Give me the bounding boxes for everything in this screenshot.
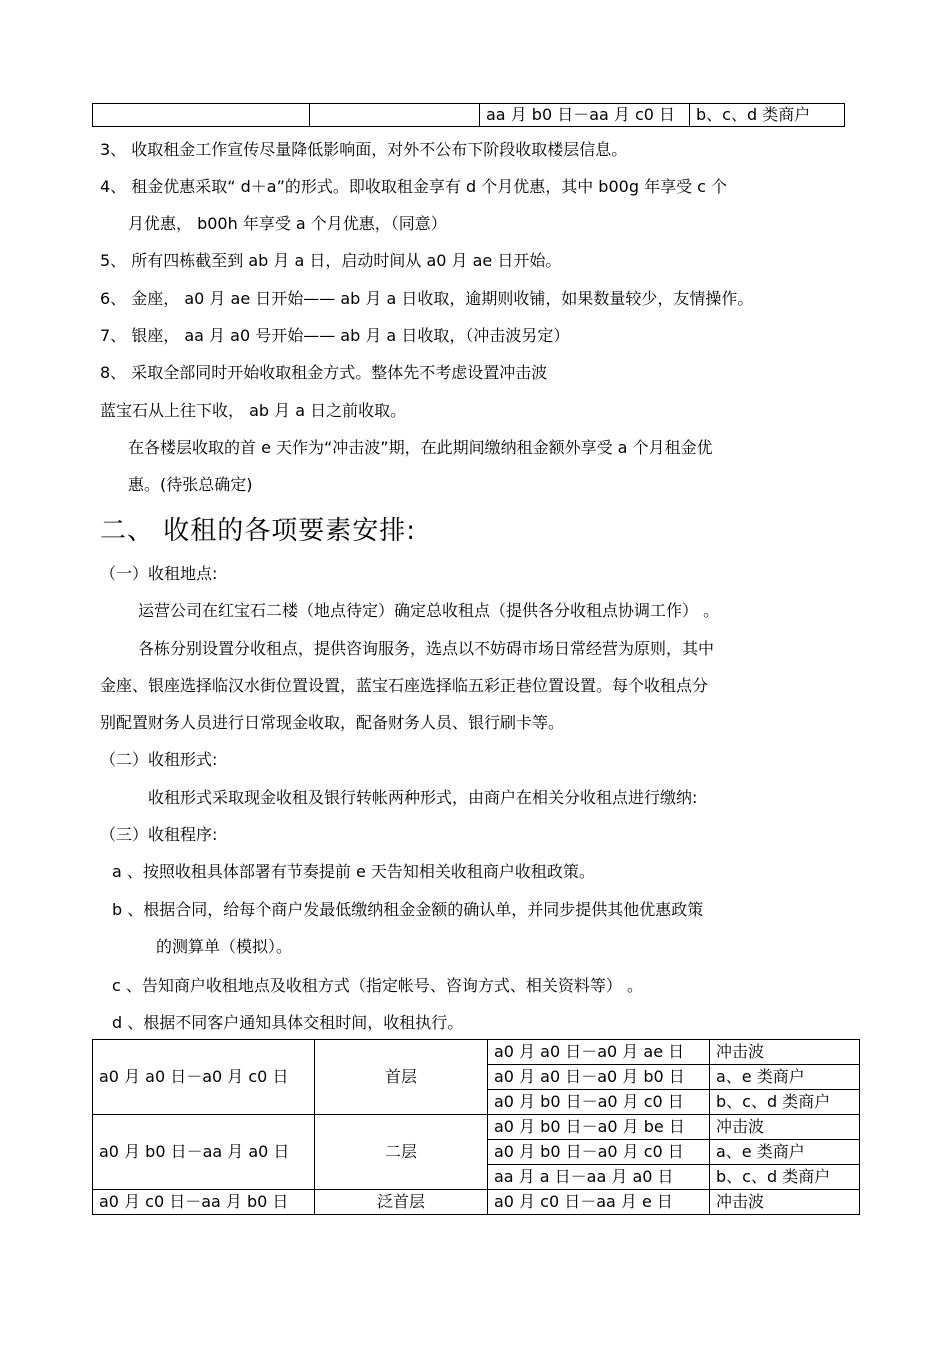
procedure-step: a 、按照收租具体部署有节奏提前 e 天告知相关收租商户收租政策。: [112, 862, 595, 881]
top-schedule-table: [92, 103, 845, 127]
table-cell: [310, 104, 480, 127]
paragraph-line: 金座、银座选择临汉水街位置设置，蓝宝石座选择临五彩正巷位置设置。每个收租点分: [100, 676, 709, 695]
date-range-cell: a0 月 a0 日－a0 月 b0 日: [488, 1065, 710, 1090]
merchant-type-cell: 冲击波: [710, 1040, 860, 1065]
list-item-continued: 月优惠， b00h 年享受 a 个月优惠，（同意）: [128, 214, 447, 233]
paragraph-line: 别配置财务人员进行日常现金收取，配备财务人员、银行刷卡等。: [100, 713, 565, 732]
period-cell: a0 月 a0 日－a0 月 c0 日: [93, 1040, 315, 1115]
floor-cell: 泛首层: [315, 1190, 488, 1215]
merchant-type-cell: b、c、d 类商户: [710, 1090, 860, 1115]
table-row: [93, 1115, 860, 1140]
list-item: 7、 银座， aa 月 a0 号开始—— ab 月 a 日收取，（冲击波另定）: [100, 326, 570, 345]
table-cell: [93, 104, 310, 127]
procedure-step: c 、告知商户收租地点及收租方式（指定帐号、咨询方式、相关资料等） 。: [112, 976, 643, 995]
subsection-title: （二）收租形式:: [100, 750, 218, 769]
merchant-type-cell: 冲击波: [710, 1190, 860, 1215]
section-heading: 二、 收租的各项要素安排:: [100, 516, 417, 546]
date-range-cell: a0 月 b0 日－a0 月 c0 日: [488, 1140, 710, 1165]
list-item: 6、 金座， a0 月 ae 日开始—— ab 月 a 日收取，逾期则收铺，如果数量较少，友情操作。: [100, 289, 754, 308]
paragraph-line: 在各楼层收取的首 e 天作为“冲击波”期，在此期间缴纳租金额外享受 a 个月租金优: [128, 438, 713, 457]
paragraph-line: 蓝宝石从上往下收， ab 月 a 日之前收取。: [100, 401, 407, 420]
table-row: [93, 104, 845, 127]
date-range-cell: aa 月 a 日－aa 月 a0 日: [488, 1165, 710, 1190]
procedure-step: d 、根据不同客户通知具体交租时间，收租执行。: [112, 1013, 464, 1032]
period-cell: a0 月 b0 日－aa 月 a0 日: [93, 1115, 315, 1190]
list-item: 3、 收取租金工作宣传尽量降低影响面，对外不公布下阶段收取楼层信息。: [100, 140, 628, 159]
table-cell: aa 月 b0 日－aa 月 c0 日: [480, 104, 690, 127]
procedure-step-continued: 的测算单（模拟）。: [156, 937, 293, 956]
floor-cell: 二层: [315, 1115, 488, 1190]
paragraph-line: 各栋分别设置分收租点，提供咨询服务，选点以不妨碍市场日常经营为原则，其中: [138, 639, 715, 658]
date-range-cell: a0 月 a0 日－a0 月 ae 日: [488, 1040, 710, 1065]
merchant-type-cell: a、e 类商户: [710, 1065, 860, 1090]
list-item: 4、 租金优惠采取“ d＋a”的形式。即收取租金享有 d 个月优惠，其中 b00g 年享受 c 个: [100, 177, 728, 196]
floor-cell: 首层: [315, 1040, 488, 1115]
subsection-title: （一）收租地点:: [100, 564, 218, 583]
paragraph-line: 惠。(待张总确定): [128, 475, 253, 494]
table-row: [93, 1190, 860, 1215]
date-range-cell: a0 月 c0 日－aa 月 e 日: [488, 1190, 710, 1215]
paragraph-line: 收租形式采取现金收租及银行转帐两种形式，由商户在相关分收租点进行缴纳:: [148, 788, 698, 807]
merchant-type-cell: a、e 类商户: [710, 1140, 860, 1165]
paragraph-line: 运营公司在红宝石二楼（地点待定）确定总收租点（提供各分收租点协调工作） 。: [138, 601, 720, 620]
list-item: 5、 所有四栋截至到 ab 月 a 日，启动时间从 a0 月 ae 日开始。: [100, 251, 562, 270]
list-item: 8、 采取全部同时开始收取租金方式。整体先不考虑设置冲击波: [100, 363, 548, 382]
rent-schedule-table: [92, 1039, 860, 1215]
procedure-step: b 、根据合同，给每个商户发最低缴纳租金金额的确认单，并同步提供其他优惠政策: [112, 900, 704, 919]
period-cell: a0 月 c0 日－aa 月 b0 日: [93, 1190, 315, 1215]
merchant-type-cell: b、c、d 类商户: [710, 1165, 860, 1190]
date-range-cell: a0 月 b0 日－a0 月 c0 日: [488, 1090, 710, 1115]
table-row: [93, 1040, 860, 1065]
table-cell: b、c、d 类商户: [690, 104, 845, 127]
subsection-title: （三）收租程序:: [100, 825, 218, 844]
date-range-cell: a0 月 b0 日－a0 月 be 日: [488, 1115, 710, 1140]
merchant-type-cell: 冲击波: [710, 1115, 860, 1140]
